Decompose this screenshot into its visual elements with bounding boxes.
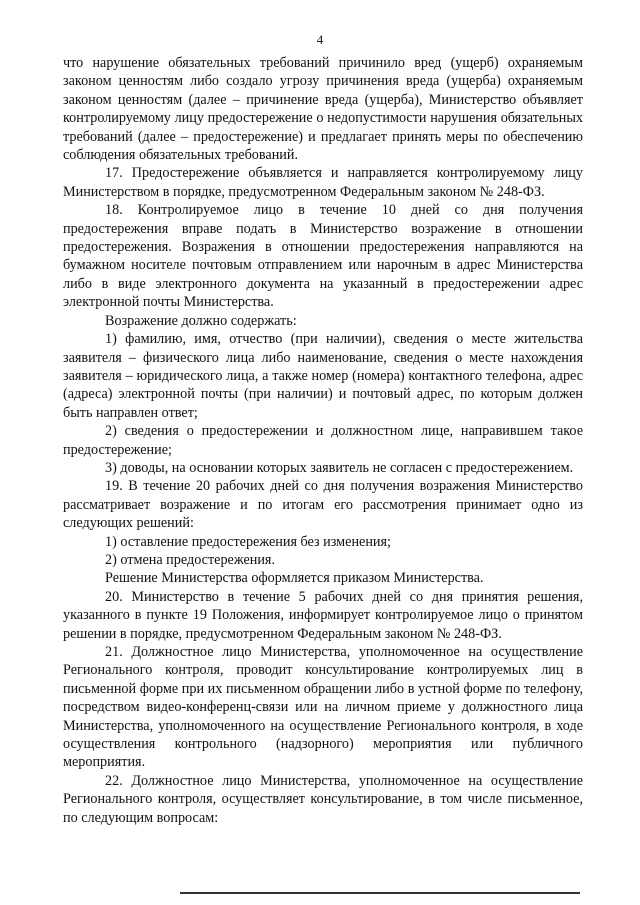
paragraph-19: 19. В течение 20 рабочих дней со дня получения возражения Министерство рассматривает возражение и по итогам его рассмотрения принимает одно из следующих решений: bbox=[63, 478, 583, 532]
paragraph-21: 21. Должностное лицо Министерства, уполномоченное на осуществление Регионального контроля, проводит консультирование контролируемых лиц в письменной форме при их письменном обращении либо в устной форме по телефону, посредством видео-конференц-связи или на личном приеме у должностного лица Министерства, уполномоченного на осуществление Регионального контроля, в ходе осуществления контрольного (надзорного) мероприятия или публичного мероприятия. bbox=[63, 644, 583, 771]
objection-item-3: 3) доводы, на основании которых заявитель не согласен с предостережением. bbox=[105, 459, 574, 476]
objection-contents-heading: Возражение должно содержать: bbox=[105, 312, 297, 329]
paragraph-continuation: что нарушение обязательных требований причинило вред (ущерб) охраняемым законом ценностям либо создало угрозу причинения вреда (ущерба) охраняемым законом ценностям (далее – причинение вреда (ущерба), Министерство объявляет контролируемому лицу предостережение о недопустимости нарушения обязательных требований (далее – предостережение) и предлагает принять меры по обеспечению соблюдения обязательных требований. bbox=[63, 55, 583, 164]
decision-formalization: Решение Министерства оформляется приказом Министерства. bbox=[105, 570, 484, 587]
objection-item-1: 1) фамилию, имя, отчество (при наличии), сведения о месте жительства заявителя – физического лица либо наименование, сведения о месте нахождения заявителя – юридического лица, а также номер (номера) контактного телефона, адрес (адреса) электронной почты (при наличии) и почтовый адрес, по которым должен быть направлен ответ; bbox=[63, 331, 583, 421]
paragraph-20: 20. Министерство в течение 5 рабочих дней со дня принятия решения, указанного в пункте 19 Положения, информирует контролируемое лицо о принятом решении в порядке, предусмотренном Федеральным законом № 248-ФЗ. bbox=[63, 588, 583, 642]
decision-option-1: 1) оставление предостережения без изменения; bbox=[105, 533, 391, 550]
paragraph-17: 17. Предостережение объявляется и направляется контролируемому лицу Министерством в порядке, предусмотренном Федеральным законом № 248-ФЗ. bbox=[63, 165, 583, 200]
document-body bbox=[63, 54, 583, 827]
page-number: 4 bbox=[316, 32, 324, 47]
paragraph-18: 18. Контролируемое лицо в течение 10 дней со дня получения предостережения вправе подать в Министерство возражение в отношении предостережения. Возражения в отношении предостережения направляются на бумажном носителе почтовым отправлением или нарочным в адрес Министерства либо в виде электронного документа на указанный в предостережении адрес электронной почты Министерства. bbox=[63, 202, 583, 311]
decision-option-2: 2) отмена предостережения. bbox=[105, 551, 276, 568]
paragraph-22: 22. Должностное лицо Министерства, уполномоченное на осуществление Регионального контроля, осуществляет консультирование, в том числе письменное, по следующим вопросам: bbox=[63, 772, 583, 826]
bottom-rule bbox=[180, 892, 580, 894]
objection-item-2: 2) сведения о предостережении и должностном лице, направившем такое предостережение; bbox=[63, 423, 583, 458]
